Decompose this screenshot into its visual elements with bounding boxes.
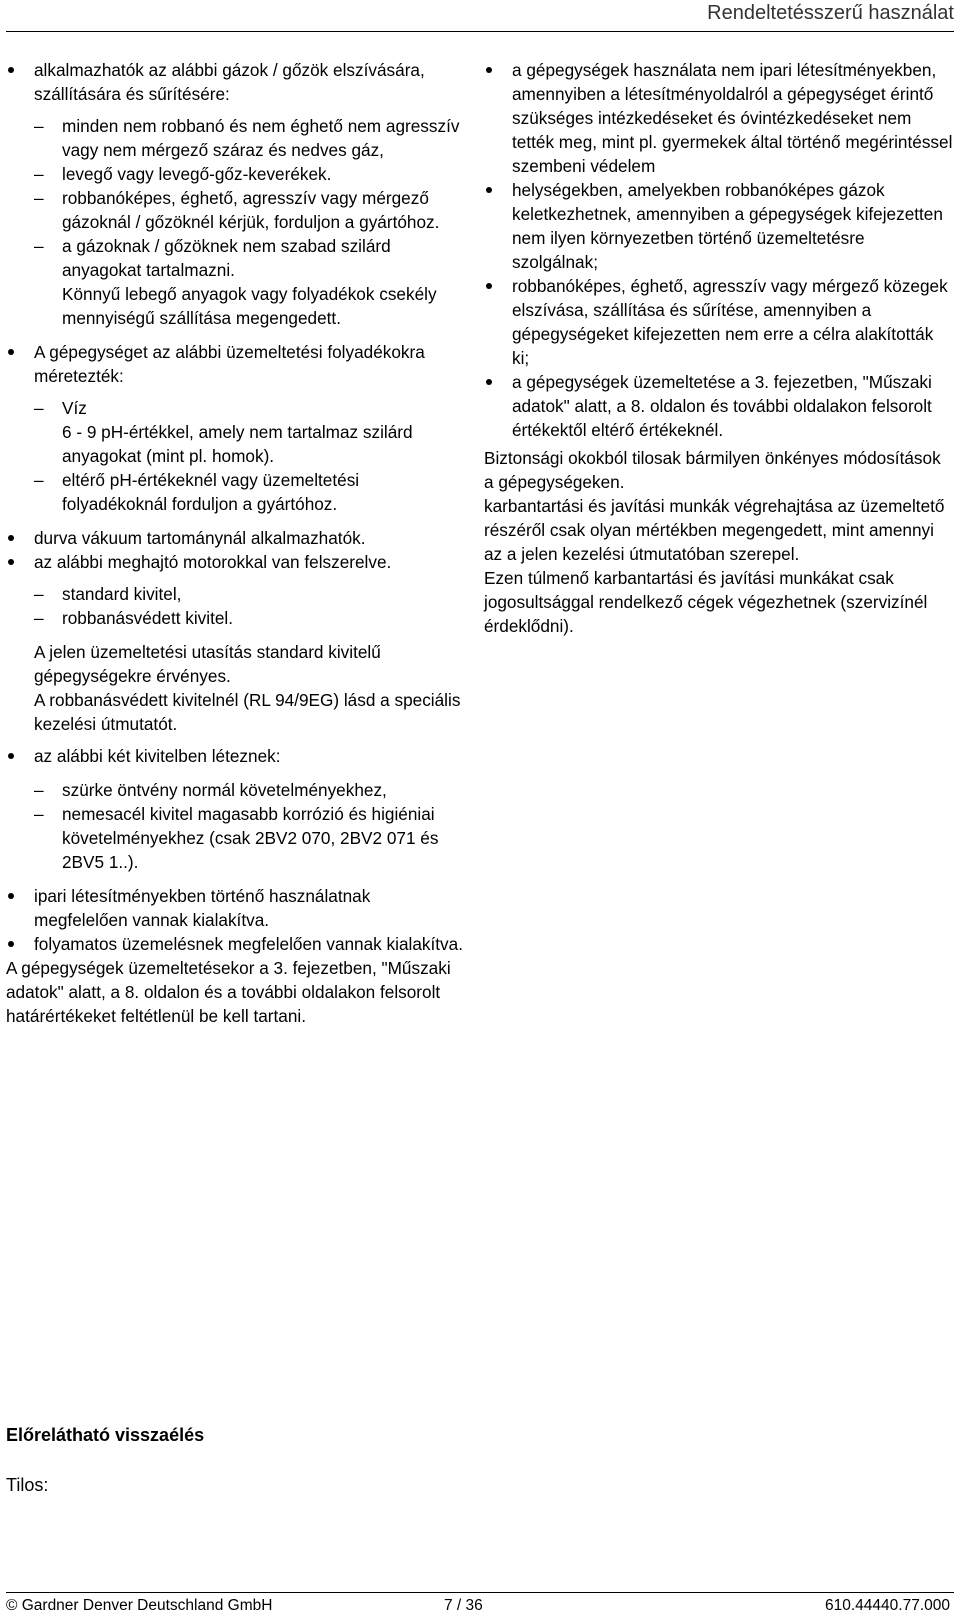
sub-item xyxy=(34,396,466,468)
page-header-title: Rendeltetésszerű használat xyxy=(707,2,954,24)
sub-item: – robbanásvédett kivitel. xyxy=(34,606,466,630)
sub-item: – robbanóképes, éghető, agresszív vagy mérgező gázoknál / gőzöknél kérjük, forduljon a gyártóhoz. xyxy=(34,186,466,234)
list-item xyxy=(6,744,466,874)
list-item: robbanóképes, éghető, agresszív vagy mérgező közegek elszívása, szállítása és sűrítése, amennyiben a gépegységeket kifejezetten nem erre a célra alakították ki; xyxy=(484,274,954,370)
footer-company: © Gardner Denver Deutschland GmbH xyxy=(6,1597,273,1614)
paragraph: Könnyű lebegő anyagok vagy folyadékok csekély mennyiségű szállítása megengedett. xyxy=(62,284,437,328)
paragraph: karbantartási és javítási munkák végrehajtása az üzemeltető részéről csak olyan mértékben megengedett, mint amennyi az a jelen kezelési útmutatóban szerepel. xyxy=(484,496,945,564)
list-item: helységekben, amelyekben robbanóképes gázok keletkezhetnek, amennyiben a gépegységek kifejezetten nem ilyen környezetben történő üzemeltetésre szolgálnak; xyxy=(484,178,954,274)
sub-item-heading: – Víz xyxy=(62,398,87,418)
left-column xyxy=(6,58,466,1028)
sub-item: – standard kivitel, xyxy=(34,582,466,606)
sub-item: – eltérő pH-értékeknél vagy üzemeltetési folyadékoknál forduljon a gyártóhoz. xyxy=(34,468,466,516)
sub-item: – minden nem robbanó és nem éghető nem agresszív vagy nem mérgező száraz és nedves gáz, xyxy=(34,114,466,162)
bullet-text: alkalmazhatók az alábbi gázok / gőzök elszívására, szállítására és sűrítésére: xyxy=(34,60,425,104)
section-text: Tilos: xyxy=(6,1475,49,1495)
bullet-text: az alábbi két kivitelben léteznek: xyxy=(34,746,281,766)
paragraph: A jelen üzemeltetési utasítás standard kivitelű gépegységekre érvényes. xyxy=(34,642,381,686)
list-item: a gépegységek üzemeltetése a 3. fejezetben, "Műszaki adatok" alatt, a 8. oldalon és további oldalakon felsorolt értékektől eltérő értékeknél. xyxy=(484,370,954,442)
footer-divider xyxy=(6,1592,954,1593)
paragraph: A gépegységek üzemeltetésekor a 3. fejezetben, "Műszaki adatok" alatt, a 8. oldalon és a további oldalakon felsorolt határértékeket feltétlenül be kell tartani. xyxy=(6,958,451,1026)
list-item: ipari létesítményekben történő használatnak megfelelően vannak kialakítva. xyxy=(6,884,466,932)
bullet-text: az alábbi meghajtó motorokkal van felszerelve. xyxy=(34,552,392,572)
sub-item: – levegő vagy levegő-gőz-keverékek. xyxy=(34,162,466,186)
sub-item-detail: 6 - 9 pH-értékkel, amely nem tartalmaz szilárd anyagokat (mint pl. homok). xyxy=(62,422,413,466)
list-item: folyamatos üzemelésnek megfelelően vannak kialakítva. xyxy=(6,932,466,956)
list-item xyxy=(6,58,466,330)
bullet-text: A gépegységet az alábbi üzemeltetési folyadékokra méretezték: xyxy=(34,342,425,386)
list-item xyxy=(6,340,466,516)
paragraph: Biztonsági okokból tilosak bármilyen önkényes módosítások a gépegységeken. xyxy=(484,448,941,492)
right-column xyxy=(484,58,954,638)
sub-item: – a gázoknak / gőzöknek nem szabad szilárd anyagokat tartalmazni. xyxy=(34,234,466,282)
list-item: a gépegységek használata nem ipari létesítményekben, amennyiben a létesítményoldalról a gépegységet érintő szükséges intézkedéseket és óvintézkedéseket nem tették meg, mint pl. gyermekek által történő megérintéssel szembeni védelem xyxy=(484,58,954,178)
header-divider xyxy=(6,31,954,32)
list-item xyxy=(6,550,466,736)
sub-item: – nemesacél kivitel magasabb korrózió és higiéniai követelményekhez (csak 2BV2 070, 2BV2 071 és 2BV5 1..). xyxy=(34,802,466,874)
list-item: durva vákuum tartománynál alkalmazhatók. xyxy=(6,526,466,550)
footer-page-number: 7 / 36 xyxy=(444,1597,483,1614)
paragraph: Ezen túlmenő karbantartási és javítási munkákat csak jogosultsággal rendelkező cégek végezhetnek (szervizínél érdeklődni). xyxy=(484,568,928,636)
section-heading: Előrelátható visszaélés xyxy=(6,1425,205,1445)
footer-doc-number: 610.44440.77.000 xyxy=(825,1597,950,1614)
sub-item: – szürke öntvény normál követelményekhez, xyxy=(34,778,466,802)
paragraph: A robbanásvédett kivitelnél (RL 94/9EG) lásd a speciális kezelési útmutatót. xyxy=(34,690,461,734)
